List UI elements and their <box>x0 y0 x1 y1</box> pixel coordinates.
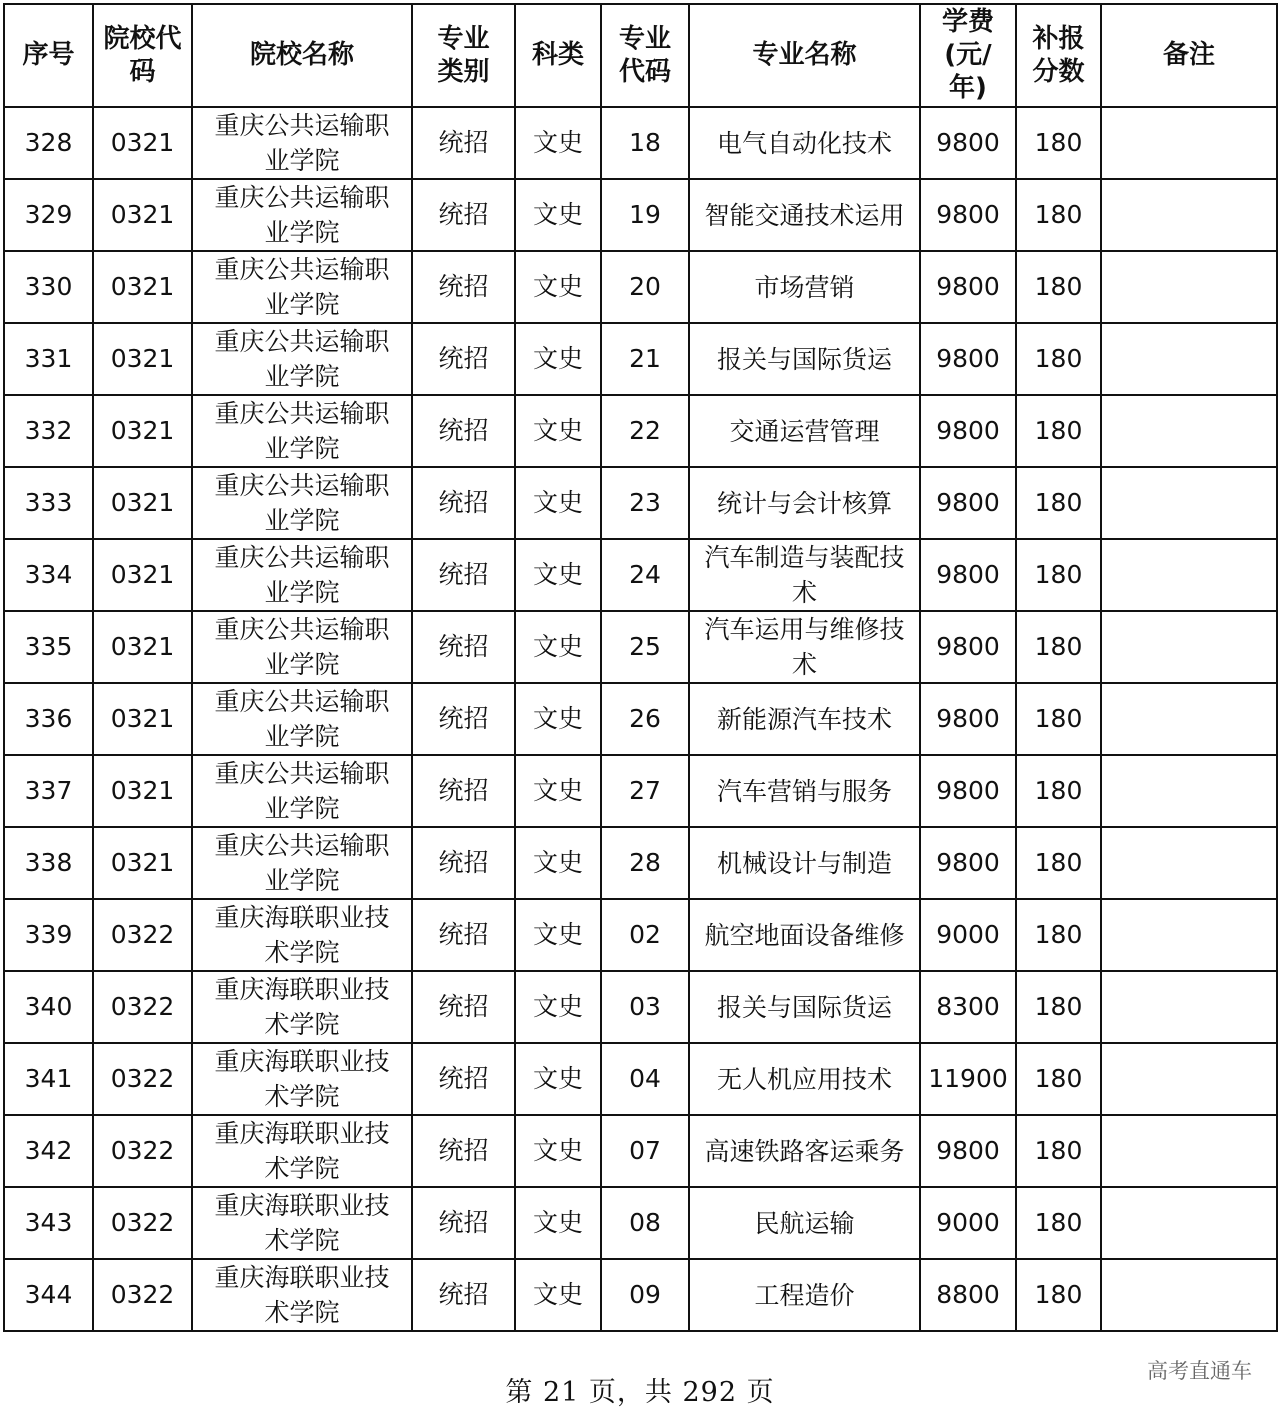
table-cell: 文史 <box>515 1187 601 1259</box>
table-cell: 336 <box>4 683 93 755</box>
table-cell: 180 <box>1016 395 1101 467</box>
table-cell: 重庆海联职业技术学院 <box>192 971 412 1043</box>
table-cell: 9800 <box>920 683 1016 755</box>
table-cell: 0321 <box>93 179 192 251</box>
table-cell: 重庆公共运输职业学院 <box>192 251 412 323</box>
table-cell: 9800 <box>920 467 1016 539</box>
table-cell: 339 <box>4 899 93 971</box>
table-row <box>4 1187 1277 1259</box>
table-row <box>4 1115 1277 1187</box>
header-cell: 科类 <box>515 4 601 107</box>
table-cell: 重庆海联职业技术学院 <box>192 1043 412 1115</box>
table-cell: 04 <box>601 1043 689 1115</box>
table-cell: 0322 <box>93 1043 192 1115</box>
table-cell: 180 <box>1016 1043 1101 1115</box>
table-cell: 180 <box>1016 971 1101 1043</box>
table-cell: 9800 <box>920 395 1016 467</box>
table-cell: 28 <box>601 827 689 899</box>
table-cell: 09 <box>601 1259 689 1331</box>
table-cell: 0322 <box>93 1187 192 1259</box>
table-cell: 24 <box>601 539 689 611</box>
table-cell: 重庆公共运输职业学院 <box>192 179 412 251</box>
table-cell: 0321 <box>93 683 192 755</box>
table-cell <box>1101 1259 1277 1331</box>
table-row <box>4 611 1277 683</box>
table-cell: 统招 <box>412 467 515 539</box>
table-cell: 8800 <box>920 1259 1016 1331</box>
table-cell: 341 <box>4 1043 93 1115</box>
table-cell: 337 <box>4 755 93 827</box>
table-cell: 0321 <box>93 755 192 827</box>
table-cell <box>1101 1115 1277 1187</box>
table-cell: 9800 <box>920 539 1016 611</box>
header-cell: 专业类别 <box>412 4 515 107</box>
table-cell: 8300 <box>920 971 1016 1043</box>
table-row <box>4 1259 1277 1331</box>
table-cell: 0321 <box>93 395 192 467</box>
table-cell: 文史 <box>515 683 601 755</box>
table-cell: 180 <box>1016 251 1101 323</box>
table-cell: 0321 <box>93 323 192 395</box>
table-cell: 重庆公共运输职业学院 <box>192 827 412 899</box>
table-cell: 文史 <box>515 179 601 251</box>
table-cell: 文史 <box>515 971 601 1043</box>
table-cell: 180 <box>1016 107 1101 179</box>
table-cell: 180 <box>1016 179 1101 251</box>
table-cell: 02 <box>601 899 689 971</box>
table-cell: 文史 <box>515 1259 601 1331</box>
table-cell <box>1101 323 1277 395</box>
table-cell: 统招 <box>412 539 515 611</box>
table-cell: 334 <box>4 539 93 611</box>
table-cell: 25 <box>601 611 689 683</box>
table-cell: 0322 <box>93 1259 192 1331</box>
table-cell: 342 <box>4 1115 93 1187</box>
table-cell: 0321 <box>93 107 192 179</box>
table-row <box>4 395 1277 467</box>
table-cell: 民航运输 <box>689 1187 920 1259</box>
table-cell: 文史 <box>515 755 601 827</box>
table-cell <box>1101 467 1277 539</box>
table-row <box>4 755 1277 827</box>
table-cell: 20 <box>601 251 689 323</box>
table-cell: 9000 <box>920 899 1016 971</box>
table-cell: 统招 <box>412 1043 515 1115</box>
table-row <box>4 179 1277 251</box>
table-cell: 180 <box>1016 899 1101 971</box>
table-cell: 0321 <box>93 611 192 683</box>
table-cell: 统招 <box>412 251 515 323</box>
table-cell: 18 <box>601 107 689 179</box>
table-cell: 19 <box>601 179 689 251</box>
table-cell: 重庆海联职业技术学院 <box>192 1187 412 1259</box>
table-cell: 9800 <box>920 611 1016 683</box>
table-cell: 331 <box>4 323 93 395</box>
table-cell: 21 <box>601 323 689 395</box>
table-cell: 0322 <box>93 899 192 971</box>
table-row <box>4 251 1277 323</box>
table-cell <box>1101 179 1277 251</box>
table-cell: 22 <box>601 395 689 467</box>
table-cell: 重庆公共运输职业学院 <box>192 611 412 683</box>
table-cell: 180 <box>1016 467 1101 539</box>
table-cell: 交通运营管理 <box>689 395 920 467</box>
table-cell: 343 <box>4 1187 93 1259</box>
table-cell <box>1101 611 1277 683</box>
table-cell: 重庆公共运输职业学院 <box>192 467 412 539</box>
table-cell <box>1101 899 1277 971</box>
table-cell <box>1101 107 1277 179</box>
table-cell: 重庆公共运输职业学院 <box>192 683 412 755</box>
table-cell: 统招 <box>412 899 515 971</box>
table-cell: 汽车运用与维修技术 <box>689 611 920 683</box>
table-row <box>4 971 1277 1043</box>
header-cell: 序号 <box>4 4 93 107</box>
header-cell: 备注 <box>1101 4 1277 107</box>
table-cell: 338 <box>4 827 93 899</box>
table-cell: 9800 <box>920 755 1016 827</box>
table-cell: 文史 <box>515 1043 601 1115</box>
table-cell: 0321 <box>93 827 192 899</box>
table-row <box>4 539 1277 611</box>
table-cell: 180 <box>1016 1115 1101 1187</box>
table-cell: 07 <box>601 1115 689 1187</box>
table-cell: 0322 <box>93 971 192 1043</box>
table-cell: 332 <box>4 395 93 467</box>
table-cell: 08 <box>601 1187 689 1259</box>
table-cell: 27 <box>601 755 689 827</box>
table-cell: 航空地面设备维修 <box>689 899 920 971</box>
table-cell: 文史 <box>515 395 601 467</box>
table-cell: 电气自动化技术 <box>689 107 920 179</box>
table-cell: 0322 <box>93 1115 192 1187</box>
table-cell: 180 <box>1016 1187 1101 1259</box>
table-cell: 报关与国际货运 <box>689 323 920 395</box>
table-cell: 统招 <box>412 827 515 899</box>
table-cell: 重庆公共运输职业学院 <box>192 323 412 395</box>
table-cell: 统招 <box>412 323 515 395</box>
table-cell: 330 <box>4 251 93 323</box>
table-cell <box>1101 827 1277 899</box>
table-row <box>4 899 1277 971</box>
table-cell: 统招 <box>412 683 515 755</box>
admissions-table <box>3 3 1278 1332</box>
watermark: 高考直通车 <box>1147 1359 1252 1383</box>
table-cell: 统招 <box>412 1187 515 1259</box>
table-cell <box>1101 539 1277 611</box>
table-cell: 统招 <box>412 1115 515 1187</box>
table-cell: 重庆海联职业技术学院 <box>192 1259 412 1331</box>
table-cell: 统计与会计核算 <box>689 467 920 539</box>
table-cell: 市场营销 <box>689 251 920 323</box>
table-cell: 9800 <box>920 179 1016 251</box>
table-cell: 03 <box>601 971 689 1043</box>
table-cell: 340 <box>4 971 93 1043</box>
table-cell: 无人机应用技术 <box>689 1043 920 1115</box>
table-cell <box>1101 755 1277 827</box>
table-cell: 9800 <box>920 251 1016 323</box>
header-cell: 学费(元/年) <box>920 4 1016 107</box>
table-cell <box>1101 395 1277 467</box>
table-cell: 智能交通技术运用 <box>689 179 920 251</box>
table-cell: 11900 <box>920 1043 1016 1115</box>
table-cell: 重庆海联职业技术学院 <box>192 1115 412 1187</box>
table-cell: 统招 <box>412 971 515 1043</box>
table-cell: 文史 <box>515 467 601 539</box>
header-cell: 补报分数 <box>1016 4 1101 107</box>
table-cell: 文史 <box>515 611 601 683</box>
table-cell <box>1101 683 1277 755</box>
header-cell: 院校代码 <box>93 4 192 107</box>
table-cell: 统招 <box>412 1259 515 1331</box>
table-cell: 9800 <box>920 1115 1016 1187</box>
table-cell: 0321 <box>93 539 192 611</box>
table-cell: 9800 <box>920 107 1016 179</box>
table-cell: 报关与国际货运 <box>689 971 920 1043</box>
table-cell: 0321 <box>93 467 192 539</box>
table-cell: 重庆海联职业技术学院 <box>192 899 412 971</box>
table-cell: 新能源汽车技术 <box>689 683 920 755</box>
table-cell: 335 <box>4 611 93 683</box>
table-cell: 机械设计与制造 <box>689 827 920 899</box>
table-cell: 文史 <box>515 899 601 971</box>
table-cell: 9800 <box>920 323 1016 395</box>
table-cell: 统招 <box>412 611 515 683</box>
table-cell: 180 <box>1016 755 1101 827</box>
table-cell: 统招 <box>412 395 515 467</box>
header-cell: 专业名称 <box>689 4 920 107</box>
table-cell: 23 <box>601 467 689 539</box>
table-cell: 180 <box>1016 1259 1101 1331</box>
table-row <box>4 467 1277 539</box>
table-cell: 344 <box>4 1259 93 1331</box>
table-cell <box>1101 1043 1277 1115</box>
table-cell: 0321 <box>93 251 192 323</box>
table-cell: 180 <box>1016 323 1101 395</box>
table-cell: 9800 <box>920 827 1016 899</box>
table-cell: 重庆公共运输职业学院 <box>192 539 412 611</box>
table-cell: 333 <box>4 467 93 539</box>
table-cell <box>1101 251 1277 323</box>
table-row <box>4 1043 1277 1115</box>
table-cell: 文史 <box>515 827 601 899</box>
table-cell: 重庆公共运输职业学院 <box>192 395 412 467</box>
table-cell: 文史 <box>515 107 601 179</box>
table-cell <box>1101 1187 1277 1259</box>
table-row <box>4 827 1277 899</box>
table-cell: 高速铁路客运乘务 <box>689 1115 920 1187</box>
table-cell: 工程造价 <box>689 1259 920 1331</box>
table-cell: 文史 <box>515 1115 601 1187</box>
table-cell: 180 <box>1016 827 1101 899</box>
header-cell: 专业代码 <box>601 4 689 107</box>
table-cell: 文史 <box>515 251 601 323</box>
table-cell: 文史 <box>515 323 601 395</box>
table-row <box>4 107 1277 179</box>
table-cell: 329 <box>4 179 93 251</box>
table-cell: 重庆公共运输职业学院 <box>192 755 412 827</box>
table-cell: 汽车营销与服务 <box>689 755 920 827</box>
table-cell: 180 <box>1016 683 1101 755</box>
table-cell: 统招 <box>412 107 515 179</box>
table-cell: 统招 <box>412 179 515 251</box>
table-cell: 328 <box>4 107 93 179</box>
table-cell: 180 <box>1016 539 1101 611</box>
table-cell: 统招 <box>412 755 515 827</box>
table-cell: 汽车制造与装配技术 <box>689 539 920 611</box>
page-footer: 第 21 页，共 292 页 <box>505 1377 775 1408</box>
table-cell: 文史 <box>515 539 601 611</box>
table-row <box>4 683 1277 755</box>
header-cell: 院校名称 <box>192 4 412 107</box>
table-row <box>4 323 1277 395</box>
table-cell: 26 <box>601 683 689 755</box>
table-cell: 重庆公共运输职业学院 <box>192 107 412 179</box>
header-row <box>4 4 1277 107</box>
table-cell: 180 <box>1016 611 1101 683</box>
table-cell: 9000 <box>920 1187 1016 1259</box>
table-cell <box>1101 971 1277 1043</box>
